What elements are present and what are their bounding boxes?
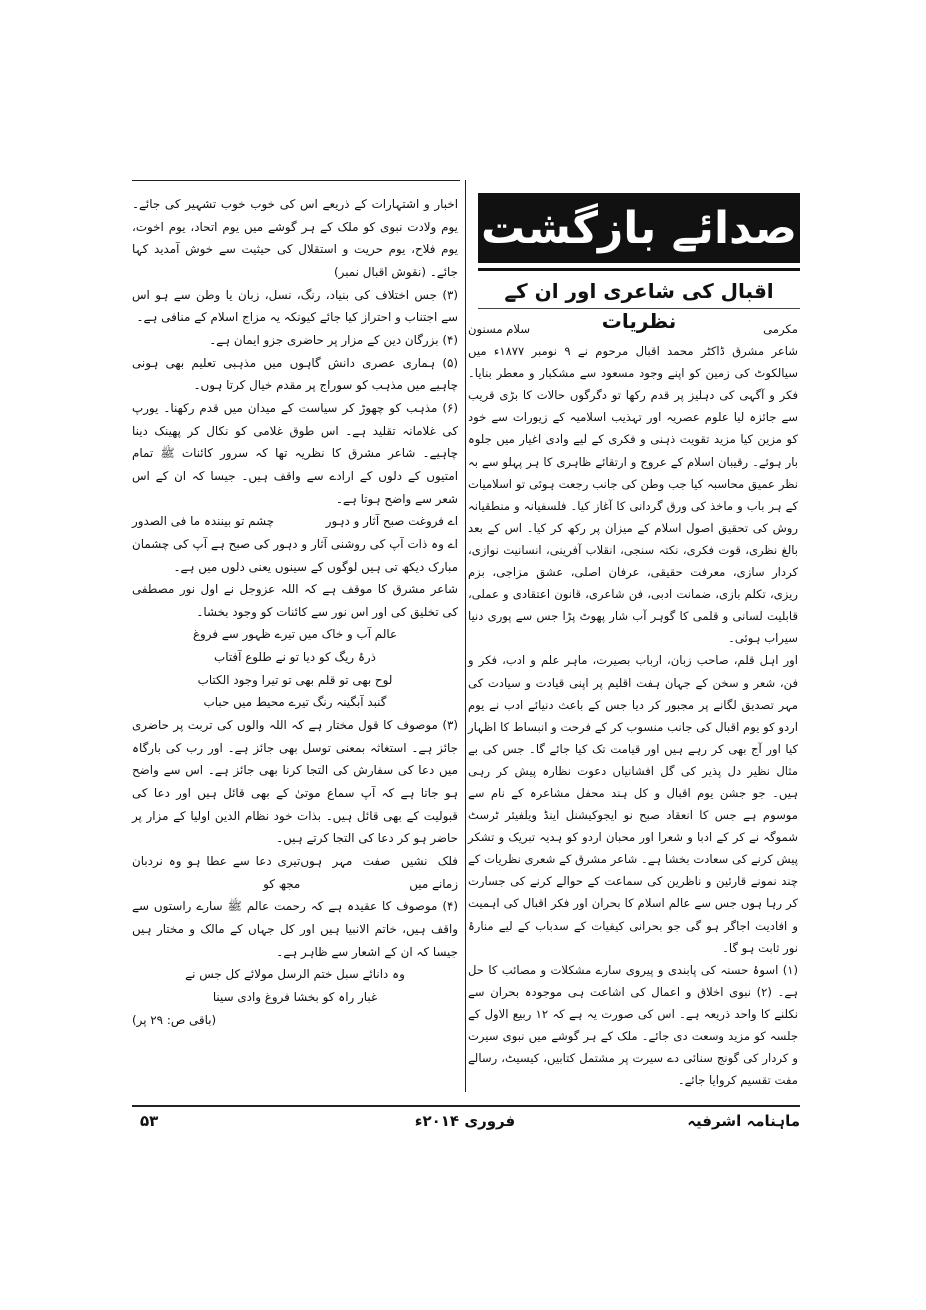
salutation-greeting: سلام مسنون [468,322,531,336]
footer-rule [132,1105,800,1107]
right-paragraph-1: شاعر مشرق ڈاکٹر محمد اقبال مرحوم نے ۹ نومبر ۱۸۷۷ء میں سیالکوٹ کی زمین کو اپنے وجود مسعود سے مشکبار و معطر بنایا۔ فکر و آگہی کی دہلیز پر قدم رکھا تو دگرگوں حالات کا بڑی قریب سے جائزہ لیا علوم عصریہ اور تہذیب اسلامیہ کے زیورات سے خود کو مزین کیا مزید تقویت ذہنی و فکری کے لیے وادی اغیار میں جلوہ بار ہوئے۔ رقیبان اسلام کے عروج و ارتقائے ظاہری کا ہر پہلو سے بہ نظر عمیق محاسبہ کیا جب وطن کی جانب رجعت ہوئی تو اسلامیات کے ہر باب و ماخذ کی ورق گردانی کا آغاز کیا۔ فلسفیانہ و منطقیانہ روش کی تحقیق اصول اسلام کے میزان پر رکھ کر کیا۔ اس کے بعد بالغ نظری، قوت فکری، نکتہ سنجی، انقلاب آفرینی، انسانیت نوازی، کردار سازی، معرفت حقیقی، عرفان اصلی، عشق مزاجی، بزم ریزی، تکلم بازی، ضمانت ادبی، فن شاعری، قانون اعتقادی و عملی، قابلیت لسانی و قلمی کا گوہر آب شار پھوٹ پڑا جس سے پوری دنیا سیراب ہوئی۔ [468,344,799,646]
title-rule [478,308,800,309]
page-number: ۵۳ [140,1112,159,1130]
issue-date: فروری ۲۰۱۴ء [414,1112,516,1130]
couplet-2-first: فلک نشیں صفت مہر ہوں زمانے میں [300,854,458,891]
couplet-1-second: چشم تو بینندہ ما فی الصدور [132,514,275,529]
right-column [468,318,798,1091]
salutation-dear: مکرمی [763,322,798,336]
verse-line: عالم آب و خاک میں تیرے ظہور سے فروغ [192,627,398,642]
left-paragraph-9: (۴) موصوف کا عقیدہ ہے کہ رحمت عالم ﷺ سارے راستوں سے واقف ہیں، خاتم الانبیا ہیں اور کل جہاں کے مالک و مختار ہیں جیسا کہ ان کے اشعار سے ظاہر ہے۔ [132,899,458,959]
left-paragraph-5: (۶) مذہب کو چھوڑ کر سیاست کے میدان میں قدم رکھنا۔ یورپ کی غلامانہ تقلید ہے۔ اس طوق غلامی کو نکال کر پھینک دینا چاہیے۔ شاعر مشرق کا نظریہ تھا کہ سرور کائنات ﷺ تمام امتیوں کے دلوں کے ارادے سے واقف ہیں۔ جیسا کہ ان کے اس شعر سے واضح ہوتا ہے۔ [132,400,458,506]
left-paragraph-6: اے وہ ذات آپ کی روشنی آثار و دہور کی صبح ہے آپ کی چشمان مبارک دیکھ تی ہیں لوگوں کے سینوں یعنی دلوں میں ہے۔ [132,536,458,574]
verse-line: لوح بھی تو قلم بھی تو تیرا وجود الکتاب [197,672,393,687]
article-title: اقبال کی شاعری اور ان کے نظریات [504,279,774,333]
left-paragraph-3: (۴) بزرگان دین کے مزار پر حاضری جزو ایمان ہے۔ [209,332,458,347]
couplet-2 [132,850,458,895]
verse-line: وہ دانائے سبل ختم الرسل مولائے کل جس نے [185,967,405,982]
top-rule [132,180,460,181]
verse-line: غبار راہ کو بخشا فروغ وادی سینا [212,989,378,1004]
magazine-name: ماہنامہ اشرفیہ [687,1112,800,1130]
left-paragraph-1: اخبار و اشتہارات کے ذریعے اس کی خوب خوب تشہیر کی جائے۔ یوم ولادت نبوی کو ملک کے ہر گوشے میں یوم اتحاد، یوم اخوت، یوم فلاح، یوم حریت و استقلال کی حیثیت سے خوش آمدید کہا جائے۔ (نقوش اقبال نمبر) [132,197,458,279]
right-paragraph-3: (۱) اسوۂ حسنہ کی پابندی و پیروی سارے مشکلات و مصائب کا حل ہے۔ (۲) نبوی اخلاق و اعمال کی اشاعت ہی موجودہ بحران سے نکلنے کا واحد ذریعہ ہے۔ اس کی صورت یہ ہے کہ ۱۲ ربیع الاول کے جلسہ کو مزید وسعت دی جائے۔ ملک کے ہر گوشے میں نبوی سیرت و کردار کی گونج سنائی دے سیرت پر مشتمل کتابیں، کیسیٹ، رسالے مفت تقسیم کروایا جائے۔ [468,962,799,1088]
column-divider [465,180,466,1092]
verse-line: گنبد آبگینہ رنگ تیرے محیط میں حباب [203,695,387,710]
left-paragraph-7: شاعر مشرق کا موقف ہے کہ اللہ عزوجل نے اول نور مصطفی کی تخلیق کی اور اس نور سے کائنات کو وجود بخشا۔ [132,582,458,619]
couplet-2-second: تیری دعا سے عطا ہو وہ نردبان مجھ کو [132,854,301,891]
left-paragraph-4: (۵) ہماری عصری دانش گاہوں میں مذہبی تعلیم بھی ہونی چاہیے میں مذہب کو سوراج پر مقدم خیال کرتا ہوں۔ [132,355,458,393]
salutation [468,318,798,340]
section-banner [478,193,800,263]
couplet-1-first: اے فروغت صبح آثار و دہور [325,514,458,529]
left-paragraph-8: (۳) موصوف کا قول مختار ہے کہ اللہ والوں کی تربت پر حاضری جائز ہے۔ استغاثہ بمعنی توسل بھی جائز ہے۔ اور رب کی بارگاہ میں دعا کی سفارش کی التجا کرنا بھی جائز ہے۔ اس سے واضح ہو جاتا ہے کہ آپ سماع موتیٰ کے بھی قائل ہیں اور دعا کی قبولیت کے بھی قائل ہیں۔ بذات خود نظام الدین اولیا کے مزار پر حاضر ہو کر دعا کی التجا کرتے ہیں۔ [132,718,458,846]
couplet-1 [132,510,458,533]
left-column [132,193,458,1031]
continued-note: (باقی ص: ۲۹ پر) [132,1012,217,1027]
left-paragraph-2: (۳) جس اختلاف کی بنیاد، رنگ، نسل، زبان یا وطن سے ہو اس سے اجتناب و احتراز کیا جائے کیونکہ یہ مزاج اسلام کے منافی ہے۔ [132,287,458,325]
banner-title: صدائے بازگشت [481,202,797,254]
banner-rule [478,268,800,271]
verse-line: ذرۂ ریگ کو دیا تو نے طلوع آفتاب [214,650,376,665]
right-paragraph-2: اور اہل قلم، صاحب زبان، ارباب بصیرت، ماہر علم و ادب، فکر و فن، شعر و سخن کے جہان ہفت اقلیم پر اپنی قیادت و سیادت کی مہر تصدیق لگانے پر مجبور کر دیا جس کے باعث دنیائے ادب نے یوم اردو کو یوم اقبال کی جانب منسوب کر کے فرحت و انبساط کا اظہار کیا اور آج بھی کر رہے ہیں اور قیامت تک کیا جائے گا۔ جس کی بے مثال نظیر دل پذیر کی گل افشانیاں دعوت نظارہ پیش کر رہی ہیں۔ جو جشن یوم اقبال و کل ہند محفل مشاعرہ کے نام سے موسوم ہے جس کا انعقاد صبح نو ایجوکیشنل اینڈ ویلفیئر ٹرسٹ شموگہ نے کر کے ادبا و شعرا اور محبان اردو کو ہدیہ تبریک و تشکر پیش کرنے کی سعادت بخشا ہے۔ شاعر مشرق کے شعری نظریات کے چند نمونے قارئین و ناظرین کی سماعت کے حوالے کرنے کی جسارت کر رہا ہوں جس سے عالم اسلام کا بحران اور فکر اقبال کی اہمیت و افادیت اجاگر ہو گی جو بحرانی کیفیات کے سدباب کے لیے منارۂ نور ثابت ہو گا۔ [468,653,798,955]
